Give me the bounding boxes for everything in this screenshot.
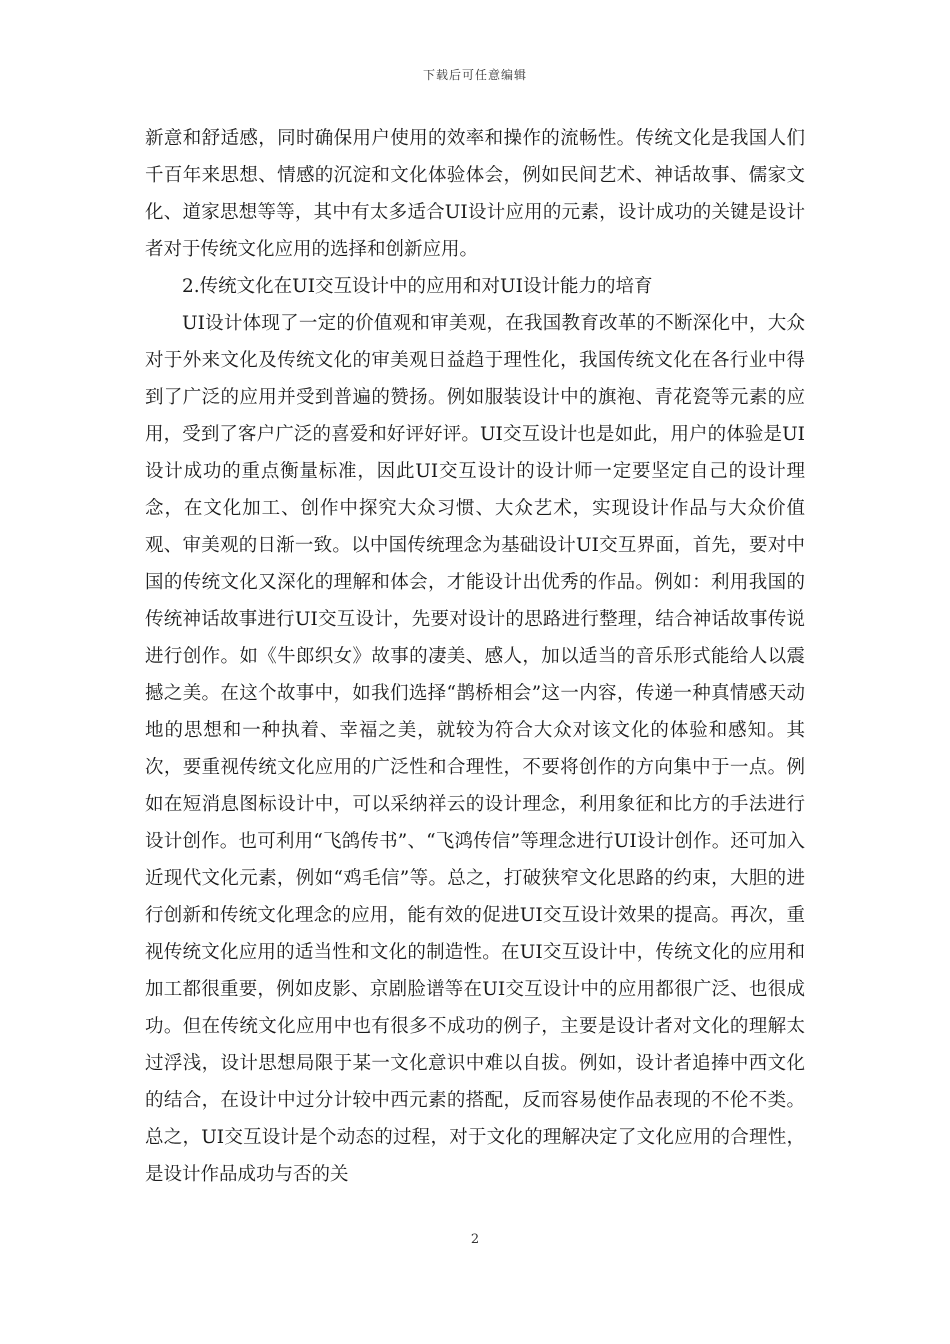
page-number: 2 — [470, 1232, 480, 1247]
section-heading: 2.传统文化在UI交互设计中的应用和对UI设计能力的培育 — [182, 276, 653, 297]
document-body — [145, 120, 805, 1193]
page-header: 下载后可任意编辑 — [422, 68, 527, 82]
paragraph-main: UI设计体现了一定的价值观和审美观，在我国教育改革的不断深化中，大众对于外来文化及传统文化的审美观日益趋于理性化，我国传统文化在各行业中得到了广泛的应用并受到普遍的赞扬。例如服装设计中的旗袍、青花瓷等元素的应用，受到了客户广泛的喜爱和好评好评。UI交互设计也是如此，用户的体验是UI设计成功的重点衡量标准，因此UI交互设计的设计师一定要坚定自己的设计理念，在文化加工、创作中探究大众习惯、大众艺术，实现设计作品与大众价值观、审美观的日渐一致。以中国传统理念为基础设计UI交互界面，首先，要对中国的传统文化又深化的理解和体会，才能设计出优秀的作品。例如：利用我国的传统神话故事进行UI交互设计，先要对设计的思路进行整理，结合神话故事传说进行创作。如《牛郎织女》故事的凄美、感人，加以适当的音乐形式能给人以震撼之美。在这个故事中，如我们选择“鹊桥相会”这一内容，传递一种真情感天动地的思想和一种执着、幸福之美，就较为符合大众对该文化的体验和感知。其次，要重视传统文化应用的广泛性和合理性，不要将创作的方向集中于一点。例如在短消息图标设计中，可以采纳祥云的设计理念，利用象征和比方的手法进行设计创作。也可利用“飞鸽传书”、“飞鸿传信”等理念进行UI设计创作。还可加入近现代文化元素，例如“鸡毛信”等。总之，打破狭窄文化思路的约束，大胆的进行创新和传统文化理念的应用，能有效的促进UI交互设计效果的提高。再次，重视传统文化应用的适当性和文化的制造性。在UI交互设计中，传统文化的应用和加工都很重要，例如皮影、京剧脸谱等在UI交互设计中的应用都很广泛、也很成功。但在传统文化应用中也有很多不成功的例子，主要是设计者对文化的理解太过浮浅，设计思想局限于某一文化意识中难以自拔。例如，设计者追捧中西文化的结合，在设计中过分计较中西元素的搭配，反而容易使作品表现的不伦不类。总之，UI交互设计是个动态的过程，对于文化的理解决定了文化应用的合理性，是设计作品成功与否的关 — [145, 313, 805, 1185]
paragraph-continuation: 新意和舒适感，同时确保用户使用的效率和操作的流畅性。传统文化是我国人们千百年来思想、情感的沉淀和文化体验体会，例如民间艺术、神话故事、儒家文化、道家思想等等，其中有太多适合UI设计应用的元素，设计成功的关键是设计者对于传统文化应用的选择和创新应用。 — [145, 128, 805, 260]
